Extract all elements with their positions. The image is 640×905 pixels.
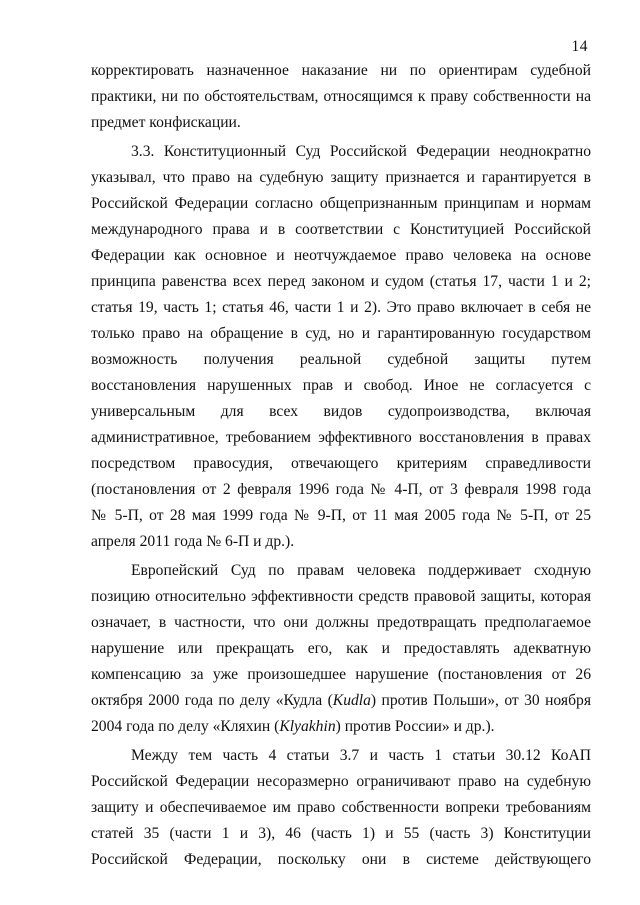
- text-line: восстановления нарушенных прав и свобод. Иное не согласуется с: [91, 377, 591, 394]
- text-line: международного права и в соответствии с Конституцией Российской: [91, 221, 591, 238]
- text-line: только право на обращение в суд, но и гарантированную государством: [91, 325, 591, 342]
- text-line: статья 19, часть 1; статья 46, части 1 и 2). Это право включает в себя не: [91, 299, 591, 316]
- text-line: защиту и обеспечиваемое им право собственности вопреки требованиям: [91, 799, 591, 816]
- text-line: указывал, что право на судебную защиту признается и гарантируется в: [91, 169, 591, 186]
- text-line: принципа равенства всех перед законом и судом (статья 17, части 1 и 2;: [91, 273, 591, 290]
- italic-term: Kudla: [332, 692, 371, 709]
- text-line: 2004 года по делу «Кляхин (Klyakhin) против России» и др.).: [91, 718, 495, 735]
- text-line: универсальным для всех видов судопроизводства, включая: [91, 403, 591, 420]
- text-line: корректировать назначенное наказание ни по ориентирам судебной: [91, 62, 591, 79]
- text-line: возможность получения реальной судебной защиты путем: [91, 351, 591, 368]
- text-line: (постановления от 2 февраля 1996 года № 4-П, от 3 февраля 1998 года: [91, 481, 591, 498]
- text-line: 3.3. Конституционный Суд Российской Федерации неоднократно: [131, 143, 591, 160]
- text-line: статей 35 (части 1 и 3), 46 (часть 1) и 55 (часть 3) Конституции: [91, 825, 591, 842]
- text-line: компенсацию за уже произошедшее нарушение (постановления от 26: [91, 666, 591, 683]
- text-line: предмет конфискации.: [91, 114, 241, 131]
- text-line: Российской Федерации, поскольку они в системе действующего: [91, 851, 591, 868]
- text-line: административное, требованием эффективного восстановления в правах: [91, 429, 591, 446]
- text-line: Европейский Суд по правам человека поддерживает сходную: [131, 562, 591, 579]
- text-line: Российской Федерации согласно общепризнанным принципам и нормам: [91, 195, 591, 212]
- text-line: октября 2000 года по делу «Кудла (Kudla) против Польши», от 30 ноября: [91, 692, 591, 709]
- text-line: практики, ни по обстоятельствам, относящимся к праву собственности на: [91, 88, 591, 105]
- page-number: 14: [571, 38, 588, 55]
- text-line: нарушение или прекращать его, как и предоставлять адекватную: [91, 640, 591, 657]
- text-line: Федерации как основное и неотчуждаемое право человека на основе: [91, 247, 591, 264]
- italic-term: Klyakhin: [279, 718, 336, 735]
- text-line: апреля 2011 года № 6-П и др.).: [91, 533, 295, 550]
- text-line: Между тем часть 4 статьи 3.7 и часть 1 статьи 30.12 КоАП: [131, 747, 591, 764]
- text-line: Российской Федерации несоразмерно ограничивают право на судебную: [91, 773, 591, 790]
- text-line: позицию относительно эффективности средств правовой защиты, которая: [91, 588, 591, 605]
- text-line: означает, в частности, что они должны предотвращать предполагаемое: [91, 614, 591, 631]
- text-line: посредством правосудия, отвечающего критериям справедливости: [91, 455, 591, 472]
- text-line: № 5-П, от 28 мая 1999 года № 9-П, от 11 мая 2005 года № 5-П, от 25: [91, 507, 591, 524]
